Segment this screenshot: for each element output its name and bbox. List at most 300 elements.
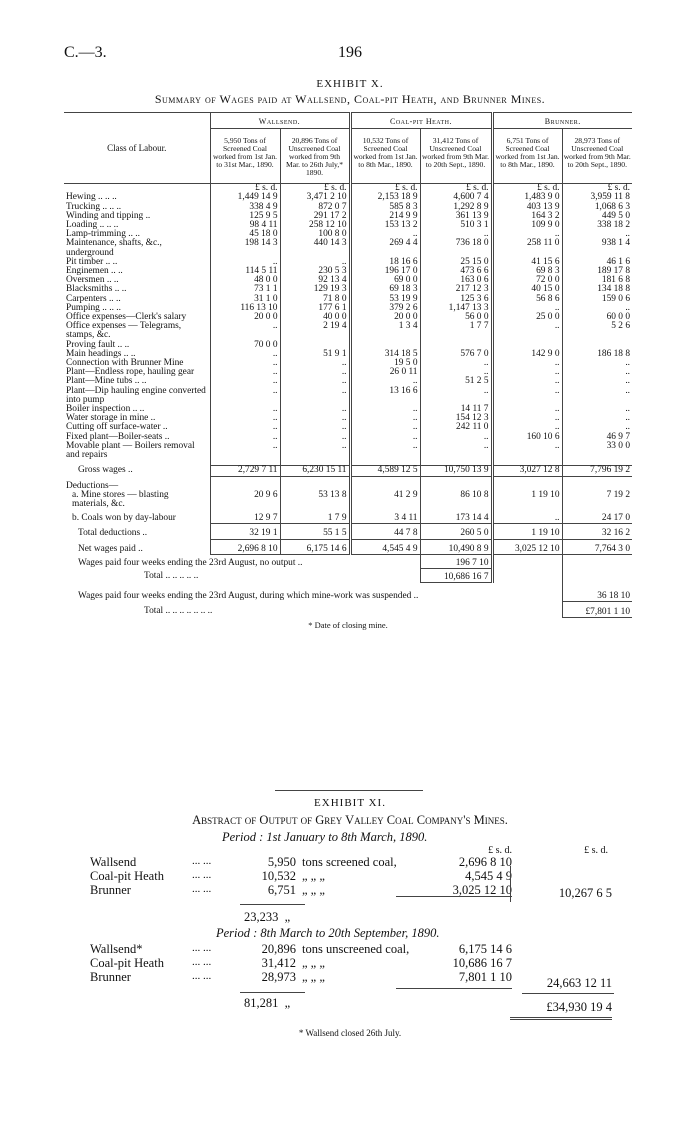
wage-value: 98 4 11 [210,221,280,230]
wage-value: 510 3 1 [420,221,492,230]
wage-value: .. [562,405,632,414]
wage-value: 20 9 6 [210,491,280,509]
wage-value: .. [420,387,492,405]
wage-value: .. [562,304,632,313]
wage-value: 163 0 6 [420,276,492,285]
labour-class: Winding and tipping .. [66,210,151,221]
exhibit-x-label: EXHIBIT X. [316,78,384,90]
wage-value: 40 0 0 [280,313,350,322]
labour-row [64,322,632,340]
deductions-label: Deductions— [66,480,119,491]
labour-class: Plant—Endless rope, hauling gear [66,367,195,378]
mine-name: Coal-pit Heath [90,956,164,970]
wage-value: 14 11 7 [420,405,492,414]
wage-value: .. [280,442,350,460]
grand-total: £34,930 19 4 [510,1000,612,1020]
amount: 7,801 1 10 [458,970,512,984]
wage-value: 242 11 0 [420,423,492,432]
leader-dots: ... ... [192,883,212,895]
money-header: £ s. d. [492,184,562,194]
wage-value: 25 15 0 [420,258,492,267]
wage-value: 160 10 6 [492,433,562,442]
total-deductions-row [64,529,632,539]
wage-value: 440 14 3 [280,239,350,257]
gross-wages-row [64,466,632,476]
page-number: 196 [338,44,362,61]
wage-value: 41 2 9 [350,491,420,509]
period-1-total-amount: 10,267 6 5 [558,886,612,900]
wage-value: .. [280,368,350,377]
wage-value: .. [210,405,280,414]
wage-value: .. [492,359,562,368]
wage-value: 5 2 6 [562,322,632,340]
wage-value: 73 1 1 [210,285,280,294]
wage-value: 19 5 0 [350,359,420,368]
wage-value: .. [210,442,280,460]
period-1-total-tons: 23,233 „ [244,910,291,924]
group-wallsend: Wallsend. [210,113,350,129]
wage-value: 46 1 6 [562,258,632,267]
wage-value: 177 6 1 [280,304,350,313]
wage-value: 260 5 0 [420,529,492,539]
wage-value: 7,796 19 2 [562,466,632,476]
labour-row [64,295,632,304]
wage-value: .. [420,442,492,460]
row-label: b. Coals won by day-labour [72,513,176,524]
leader-dots: ... ... [192,869,212,881]
labour-class: Hewing .. .. .. [66,192,117,203]
period-2-heading: Period : 8th March to 20th September, 1890. [216,926,440,940]
wage-value: 36 18 10 [562,583,632,602]
labour-class: Boiler inspection .. .. [66,404,145,415]
labour-class: Cutting off surface-water .. [66,422,168,433]
wage-value: 338 4 9 [210,203,280,212]
rule [240,992,305,993]
row-label: Gross wages .. [78,464,133,475]
wage-value: 1,292 8 9 [420,203,492,212]
tons: 28,973 [261,970,296,984]
tons: 5,950 [267,855,296,869]
row-label: Total .. .. .. .. .. [144,571,199,582]
wage-value: 46 9 7 [562,433,632,442]
wage-value: .. [492,377,562,386]
section-divider [275,790,423,791]
wage-value: 10,750 13 9 [420,466,492,476]
amount: 3,025 12 10 [452,883,512,897]
wage-value: .. [492,514,562,524]
wage-value: 10,686 16 7 [420,568,492,582]
wage-value: 32 19 1 [210,529,280,539]
wage-value: .. [210,350,280,359]
period-2-total-tons: 81,281 „ [244,996,291,1010]
total-row-2 [64,601,632,617]
wage-value: 100 8 0 [280,230,350,239]
wage-value: 86 10 8 [420,491,492,509]
wage-value: 142 9 0 [492,350,562,359]
column-header: 28,973 Tons of Unscreened Coal worked from 9th Mar. to 20th Sept., 1890. [562,129,632,184]
wage-value: 12 9 7 [210,514,280,524]
wage-value: 872 0 7 [280,203,350,212]
wage-value: 361 13 9 [420,212,492,221]
wage-value: 196 17 0 [350,267,420,276]
rule [396,988,512,989]
wage-value: 69 18 3 [350,285,420,294]
wage-value: 109 9 0 [492,221,562,230]
tons: 10,532 [261,869,296,883]
wage-value: 1 7 7 [420,322,492,340]
money-header: £ s. d. [210,184,280,194]
wage-value: £7,801 1 10 [562,601,632,617]
labour-class: Lamp-trimming .. .. [66,229,140,240]
wage-value: 217 12 3 [420,285,492,294]
wage-value: 403 13 9 [492,203,562,212]
exhibit-xi-title: Abstract of Output of Grey Valley Coal Company's Mines. [192,813,508,827]
deduction-a-row [64,491,632,509]
coal-description: tons unscreened coal, [302,942,410,956]
wage-value: 379 2 6 [350,304,420,313]
wage-value: 20 0 0 [350,313,420,322]
amount: 2,696 8 10 [458,855,512,869]
wage-value: .. [280,423,350,432]
labour-class: Plant—Mine tubs .. .. [66,376,147,387]
wage-value: 53 19 9 [350,295,420,304]
exhibit-x-title: Summary of Wages paid at Wallsend, Coal-pit Heath, and Brunner Mines. [154,92,546,106]
wage-value: 69 8 3 [492,267,562,276]
labour-class: Enginemen .. .. [66,266,123,277]
wage-value: 71 8 0 [280,295,350,304]
leader-dots: ... ... [192,942,212,954]
wage-value: 164 3 2 [492,212,562,221]
wage-value: .. [350,377,420,386]
wage-value: 186 18 8 [562,350,632,359]
wage-value: 230 5 3 [280,267,350,276]
labour-row [64,239,632,257]
wage-value: 189 17 8 [562,267,632,276]
wage-value: .. [492,230,562,239]
wage-value: .. [492,442,562,460]
column-header: 6,751 Tons of Screened Coal worked from 1st Jan. to 8th Mar., 1890. [492,129,562,184]
wage-value: 20 0 0 [210,313,280,322]
wage-value: .. [210,387,280,405]
wage-value: 45 18 0 [210,230,280,239]
labour-row [64,368,632,377]
labour-class: Water storage in mine .. [66,413,156,424]
money-header: £ s. d. [420,184,492,194]
wage-value: 1,068 6 3 [562,203,632,212]
labour-class: Blacksmiths .. .. [66,284,127,295]
labour-class: Pumping .. .. .. [66,302,121,313]
wage-value: .. [280,405,350,414]
labour-row [64,387,632,405]
labour-class: Plant—Dip hauling engine converted into pump [66,385,206,405]
wage-value: .. [562,230,632,239]
wage-value: .. [350,442,420,460]
wage-value: 3,027 12 8 [492,466,562,476]
wage-value: .. [210,359,280,368]
wage-value: 1 19 10 [492,491,562,509]
wage-value: .. [492,387,562,405]
wage-value: .. [492,405,562,414]
group-coal-pit-heath: Coal-pit Heath. [350,113,492,129]
wage-value: 4,600 7 4 [420,193,492,202]
wage-value: 51 9 1 [280,350,350,359]
wage-value: .. [210,322,280,340]
wage-value: 134 18 8 [562,285,632,294]
wage-value: .. [492,368,562,377]
wage-value: 736 18 0 [420,239,492,257]
wage-value: .. [562,377,632,386]
coal-description: „ „ „ [302,883,325,897]
labour-class: Oversmen .. .. [66,275,119,286]
wage-value: 159 0 6 [562,295,632,304]
wage-value: 31 1 0 [210,295,280,304]
wage-value: 585 8 3 [350,203,420,212]
wage-value: .. [420,359,492,368]
wage-value: .. [420,368,492,377]
wage-value: .. [210,377,280,386]
wage-value: 125 9 5 [210,212,280,221]
total-row-1 [64,568,632,582]
wage-value: .. [492,304,562,313]
coal-description: tons screened coal, [302,855,397,869]
wage-value: 198 14 3 [210,239,280,257]
labour-class: Main headings .. .. [66,348,136,359]
wage-value: 55 1 5 [280,529,350,539]
money-header: £ s. d. [488,845,512,856]
row-label: Total .. .. .. .. .. .. .. [144,606,213,617]
wage-value: .. [210,368,280,377]
wage-value: .. [280,359,350,368]
wage-value: .. [210,414,280,423]
row-label: Wages paid four weeks ending the 23rd August, no output .. [78,557,303,568]
wage-value: .. [492,423,562,432]
wage-value: .. [562,368,632,377]
coal-description: „ „ „ [302,970,325,984]
wage-value: .. [420,230,492,239]
net-wages-row [64,545,632,555]
wage-value: 56 0 0 [420,313,492,322]
wage-value: 41 15 6 [492,258,562,267]
money-header: £ s. d. [350,184,420,194]
wage-value: 449 5 0 [562,212,632,221]
wage-value: .. [562,423,632,432]
wage-value: 4,545 4 9 [350,545,420,555]
labour-rows [64,193,632,460]
wage-value: 1 19 10 [492,529,562,539]
document-reference: C.—3. [64,44,107,61]
wage-value: 196 7 10 [420,554,492,568]
wage-value: 154 12 3 [420,414,492,423]
wage-value: 114 5 11 [210,267,280,276]
wage-value: 1,147 13 3 [420,304,492,313]
wage-value: .. [562,414,632,423]
wage-value: 129 19 3 [280,285,350,294]
wages-summary-table [64,112,632,630]
labour-class: Office expenses—Clerk's salary [66,312,187,323]
money-header: £ s. d. [584,845,608,856]
brace [510,866,511,902]
wage-value: 173 14 4 [420,514,492,524]
wage-value: 291 17 2 [280,212,350,221]
wage-value: 33 0 0 [562,442,632,460]
wage-value: 25 0 0 [492,313,562,322]
wage-value: 4,589 12 5 [350,466,420,476]
wage-value: 32 16 2 [562,529,632,539]
labour-row [64,221,632,230]
wage-value: 72 0 0 [492,276,562,285]
mine-name: Brunner [90,883,131,897]
wage-value: 56 8 6 [492,295,562,304]
labour-class: Office expenses — Telegrams, stamps, &c. [66,321,182,341]
mine-name: Wallsend [90,855,137,869]
deduction-b-row [64,514,632,524]
wage-value: 60 0 0 [562,313,632,322]
wage-value: 1 3 4 [350,322,420,340]
wage-value: 116 13 10 [210,304,280,313]
rule [522,993,614,994]
wage-value: 153 13 2 [350,221,420,230]
wage-value: 3,959 11 8 [562,193,632,202]
wage-value: .. [562,387,632,405]
wage-value: 1,483 9 0 [492,193,562,202]
group-brunner: Brunner. [492,113,632,129]
wage-value: 314 18 5 [350,350,420,359]
wage-value: 181 6 8 [562,276,632,285]
tons: 20,896 [261,942,296,956]
labour-class: Trucking .. .. .. [66,201,122,212]
wage-value: 44 7 8 [350,529,420,539]
wage-value: 1 7 9 [280,514,350,524]
wage-value: .. [280,387,350,405]
wage-value: .. [280,377,350,386]
column-header: 20,896 Tons of Unscreened Coal worked from 9th Mar. to 26th July,* 1890. [280,129,350,184]
coal-description: „ „ „ [302,869,325,883]
wage-value: 258 11 0 [492,239,562,257]
wage-value: 3 4 11 [350,514,420,524]
wage-value: .. [210,433,280,442]
tons: 6,751 [267,883,296,897]
wage-value: 938 1 4 [562,239,632,257]
wage-value: .. [210,258,280,267]
wage-value: .. [420,433,492,442]
rule [396,896,512,897]
wage-value: 40 15 0 [492,285,562,294]
wage-value: 69 0 0 [350,276,420,285]
four-weeks-row-2 [64,583,632,602]
exhibit-x-footnote: * Date of closing mine. [308,620,388,631]
tons: 31,412 [261,956,296,970]
class-of-labour-header: Class of Labour. [64,113,210,184]
wage-value: 2,696 8 10 [210,545,280,555]
leader-dots: ... ... [192,855,212,867]
period-2-total-amount: 24,663 12 11 [546,976,612,990]
wage-value: 269 4 4 [350,239,420,257]
four-weeks-row-1 [64,554,632,568]
wage-value: 3,471 2 10 [280,193,350,202]
wage-value: .. [350,230,420,239]
labour-class: Carpenters .. .. [66,293,121,304]
wage-value: 24 17 0 [562,514,632,524]
wage-value: 51 2 5 [420,377,492,386]
mine-name: Wallsend* [90,942,143,956]
labour-class: Loading .. .. .. [66,220,119,231]
mine-name: Coal-pit Heath [90,869,164,883]
row-label: a. Mine stores — blasting materials, &c. [72,489,169,509]
amount: 10,686 16 7 [452,956,512,970]
wage-value: .. [350,405,420,414]
leader-dots: ... ... [192,970,212,982]
summary-rows [64,460,632,630]
row-label: Net wages paid .. [78,543,143,554]
wage-value: 13 16 6 [350,387,420,405]
wage-value: 70 0 0 [210,341,280,350]
exhibit-xi-footnote: * Wallsend closed 26th July. [298,1028,402,1038]
labour-class: Movable plant — Boilers removal and repairs [66,440,195,461]
wage-value: 1,449 14 9 [210,193,280,202]
wage-value: 125 3 6 [420,295,492,304]
exhibit-xi-label: EXHIBIT XI. [314,797,386,809]
wage-value: 53 13 8 [280,491,350,509]
wage-value: 214 9 9 [350,212,420,221]
wage-value: 7,764 3 0 [562,545,632,555]
row-label: Wages paid four weeks ending the 23rd August, during which mine-work was suspended .. [78,591,419,602]
labour-class: Maintenance, shafts, &c., underground [66,238,162,258]
mine-name: Brunner [90,970,131,984]
wage-value: 48 0 0 [210,276,280,285]
amount: 4,545 4 9 [465,869,512,883]
row-label: Total deductions .. [78,528,148,539]
leader-dots: ... ... [192,956,212,968]
wage-value: 10,490 8 9 [420,545,492,555]
period-1-heading: Period : 1st January to 8th March, 1890. [222,830,428,844]
wage-value: 6,175 14 6 [280,545,350,555]
wage-value: .. [280,258,350,267]
labour-row [64,442,632,460]
wage-value: 6,230 15 11 [280,466,350,476]
wage-value: 338 18 2 [562,221,632,230]
column-header: 5,950 Tons of Screened Coal worked from 1st Jan. to 31st Mar., 1890. [210,129,280,184]
amount: 6,175 14 6 [458,942,512,956]
wage-value: 2,153 18 9 [350,193,420,202]
wage-value: .. [492,322,562,340]
wage-value: 258 12 10 [280,221,350,230]
labour-class: Pit timber .. .. [66,256,118,267]
wage-value: .. [350,433,420,442]
wage-value: .. [350,423,420,432]
labour-class: Proving fault .. .. [66,339,130,350]
wage-value: .. [350,414,420,423]
rule [240,904,305,905]
labour-class: Fixed plant—Boiler-seats .. [66,431,170,442]
wage-value: .. [280,433,350,442]
wage-value: 576 7 0 [420,350,492,359]
wage-value: 473 6 6 [420,267,492,276]
wage-value: 2,729 7 11 [210,466,280,476]
money-header: £ s. d. [562,184,632,194]
wage-value: 2 19 4 [280,322,350,340]
wage-value: .. [210,423,280,432]
wage-value: 26 0 11 [350,368,420,377]
footnote-row [64,618,632,631]
labour-class: Connection with Brunner Mine [66,358,184,369]
wage-value: .. [492,414,562,423]
wage-value: .. [562,359,632,368]
wage-value: 18 16 6 [350,258,420,267]
coal-description: „ „ „ [302,956,325,970]
wage-value: 92 13 4 [280,276,350,285]
money-header: £ s. d. [280,184,350,194]
wage-value: 3,025 12 10 [492,545,562,555]
